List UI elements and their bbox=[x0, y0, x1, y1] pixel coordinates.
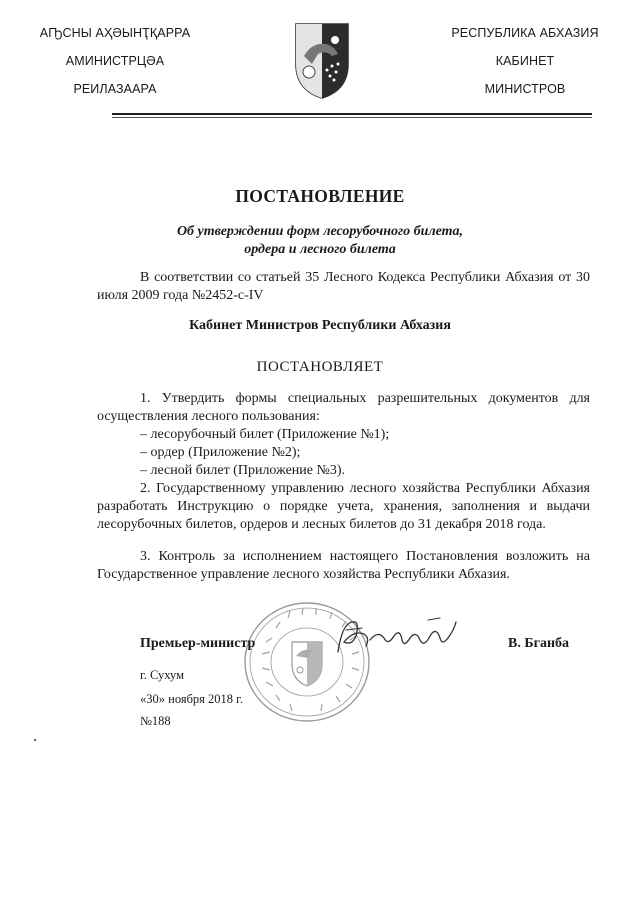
point-1-paragraph: 1. Утвердить формы специальных разрешительных документов для осуществления лесного пользования: bbox=[97, 391, 590, 424]
document-number: №188 bbox=[140, 714, 171, 728]
signatory-name: В. Бганба bbox=[508, 636, 570, 651]
cabinet-heading: Кабинет Министров Республики Абхазия bbox=[189, 318, 451, 333]
header-right-line-3: МИНИСТРОВ bbox=[484, 82, 566, 96]
header-left-line-2: АМИНИСТРЦӘА bbox=[65, 54, 165, 68]
header-divider-thin bbox=[112, 117, 592, 118]
header-divider-thick bbox=[112, 113, 592, 115]
document-title: ПОСТАНОВЛЕНИЕ bbox=[235, 186, 405, 206]
issue-date: «30» ноября 2018 г. bbox=[140, 692, 244, 706]
handwritten-signature bbox=[332, 612, 462, 662]
list-item: – ордер (Приложение №2); bbox=[140, 445, 301, 460]
document-subtitle bbox=[0, 223, 640, 259]
list-item: – лесорубочный билет (Приложение №1); bbox=[140, 427, 390, 442]
decree-heading: ПОСТАНОВЛЯЕТ bbox=[256, 359, 384, 375]
subtitle-line-1: Об утверждении форм лесорубочного билета, bbox=[176, 224, 464, 239]
preamble-paragraph: В соответствии со статьей 35 Лесного Кодекса Республики Абхазия от 30 июля 2009 года №2452-с-IV bbox=[97, 270, 590, 303]
point-3-paragraph: 3. Контроль за исполнением настоящего Постановления возложить на Государственное управление лесного хозяйства Республики Абхазия. bbox=[97, 549, 590, 582]
header-left-line-1: АҦСНЫ АҲӘЫНҬҚАРРА bbox=[39, 26, 191, 40]
point-2-paragraph: 2. Государственному управлению лесного хозяйства Республики Абхазия разработать Инструкцию о порядке учета, хранения, заполнения и выдачи лесорубочных билетов, ордеров и лесных билетов до 31 декабря 2018 года. bbox=[97, 481, 590, 532]
header-right-line-2: КАБИНЕТ bbox=[495, 54, 555, 68]
subtitle-line-2: ордера и лесного билета bbox=[244, 242, 396, 257]
place-of-issue: г. Сухум bbox=[140, 668, 185, 682]
scan-speck bbox=[34, 739, 36, 741]
header-right-line-1: РЕСПУБЛИКА АБХАЗИЯ bbox=[451, 26, 599, 40]
list-item: – лесной билет (Приложение №3). bbox=[140, 463, 346, 478]
signatory-position: Премьер-министр bbox=[140, 636, 256, 651]
header-left-line-3: РЕИЛАЗААРА bbox=[73, 82, 157, 96]
coat-of-arms-emblem bbox=[292, 20, 352, 100]
